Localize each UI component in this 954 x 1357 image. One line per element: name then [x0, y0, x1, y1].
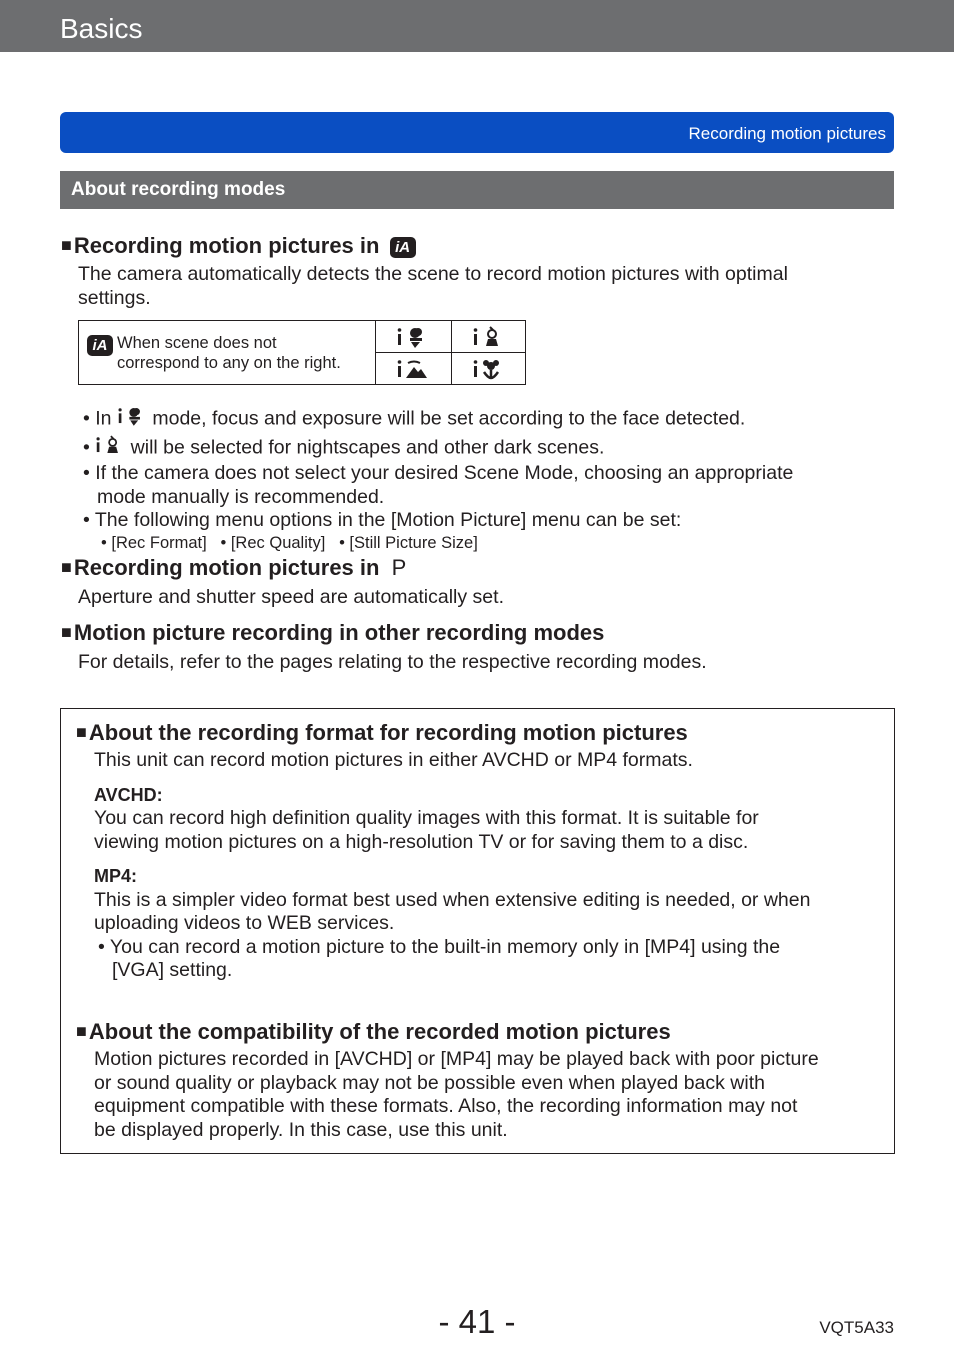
- bullet-text: mode, focus and exposure will be set according to the face detected.: [152, 407, 746, 430]
- compat-line-3: equipment compatible with these formats. Also, the recording information may not: [94, 1095, 798, 1117]
- mp4-bullet-cont: [VGA] setting.: [112, 959, 233, 981]
- ia-desc-line-1: The camera automatically detects the scene to record motion pictures with optimal: [78, 263, 788, 285]
- other-modes-description: For details, refer to the pages relating to the respective recording modes.: [78, 651, 707, 673]
- scene-table-note: [117, 333, 341, 373]
- intelligent-auto-icon: iA: [87, 335, 113, 356]
- compat-line-4: be displayed properly. In this case, use this unit.: [94, 1118, 508, 1141]
- top-header-bar: [0, 0, 954, 52]
- avchd-label: AVCHD:: [94, 784, 163, 805]
- i-night-portrait-icon: [95, 434, 125, 463]
- square-bullet: ■: [76, 722, 87, 742]
- mp4-desc-line-1: This is a simpler video format best used when extensive editing is needed, or when: [94, 888, 811, 911]
- bullet-menu-options: • The following menu options in the [Motion Picture] menu can be set:: [83, 509, 682, 531]
- menu-option-rec-quality: • [Rec Quality]: [220, 533, 326, 552]
- p-mode-description: Aperture and shutter speed are automatically set.: [78, 586, 504, 608]
- scene-table: [78, 320, 526, 385]
- intelligent-auto-icon: iA: [390, 237, 416, 258]
- scene-table-left-cell: [79, 321, 376, 384]
- heading-compatibility: [76, 1019, 671, 1046]
- heading-text: About the recording format for recording motion pictures: [88, 720, 688, 745]
- bullet-face-detection: [83, 405, 883, 434]
- square-bullet: ■: [76, 1021, 87, 1041]
- page-number: - 41 -: [438, 1303, 516, 1340]
- heading-p-mode: [61, 555, 406, 582]
- bullet-text: will be selected for nightscapes and other dark scenes.: [130, 435, 605, 458]
- i-scenery-icon: [376, 353, 449, 384]
- ia-desc-line-2: settings.: [78, 286, 151, 309]
- recording-format-text: [94, 749, 884, 983]
- scene-note-line-2: correspond to any on the right.: [117, 354, 341, 372]
- heading-text: Recording motion pictures in: [73, 233, 380, 258]
- square-bullet: ■: [61, 622, 72, 642]
- breadcrumb-bar: [60, 112, 894, 153]
- i-night-portrait-icon: [452, 321, 525, 352]
- heading-text: Motion picture recording in other recording modes: [73, 620, 605, 645]
- avchd-desc-line-1: You can record high definition quality images with this format. It is suitable for: [94, 807, 759, 829]
- menu-option-still-picture-size: • [Still Picture Size]: [339, 533, 478, 552]
- scene-note-line-1: When scene does not: [117, 334, 277, 352]
- mp4-bullet: • You can record a motion picture to the built-in memory only in [MP4] using the: [98, 935, 781, 958]
- bullet-text: • In: [83, 407, 112, 430]
- square-bullet: ■: [61, 557, 72, 577]
- i-portrait-icon: [117, 405, 147, 434]
- program-ae-icon: P: [391, 555, 407, 580]
- heading-text: About the compatibility of the recorded motion pictures: [88, 1019, 671, 1044]
- mp4-label: MP4:: [94, 866, 138, 886]
- model-code: VQT5A33: [819, 1318, 894, 1337]
- section-title: About recording modes: [71, 179, 286, 200]
- square-bullet: ■: [61, 235, 72, 255]
- section-bar: [60, 171, 894, 209]
- chapter-title: Basics: [60, 13, 143, 44]
- compat-line-1: Motion pictures recorded in [AVCHD] or [MP4] may be played back with poor picture: [94, 1048, 819, 1070]
- ia-description: [78, 263, 878, 310]
- menu-option-list: [83, 533, 883, 553]
- heading-recording-format: [76, 720, 688, 747]
- breadcrumb[interactable]: Recording motion pictures: [688, 124, 886, 143]
- heading-ia-mode: [61, 233, 416, 260]
- bullet-night-scene: [83, 434, 883, 463]
- mp4-desc-line-2: uploading videos to WEB services.: [94, 912, 395, 934]
- compatibility-text: [94, 1048, 884, 1142]
- compat-line-2: or sound quality or playback may not be possible even when played back with: [94, 1071, 765, 1094]
- menu-option-rec-format: • [Rec Format]: [101, 533, 207, 552]
- i-macro-icon: [452, 353, 525, 384]
- bullet-text: •: [83, 435, 90, 458]
- i-portrait-icon: [376, 321, 449, 352]
- format-intro: This unit can record motion pictures in either AVCHD or MP4 formats.: [94, 749, 693, 771]
- heading-text: Recording motion pictures in: [73, 555, 380, 580]
- ia-bullets: [83, 405, 883, 553]
- recording-format-info-box: [60, 708, 895, 1154]
- bullet-scene-mode: • If the camera does not select your desired Scene Mode, choosing an appropriate: [83, 462, 794, 484]
- avchd-desc-line-2: viewing motion pictures on a high-resolution TV or for saving them to a disc.: [94, 830, 749, 853]
- bullet-scene-mode-cont: mode manually is recommended.: [97, 485, 385, 508]
- heading-other-modes: [61, 620, 604, 647]
